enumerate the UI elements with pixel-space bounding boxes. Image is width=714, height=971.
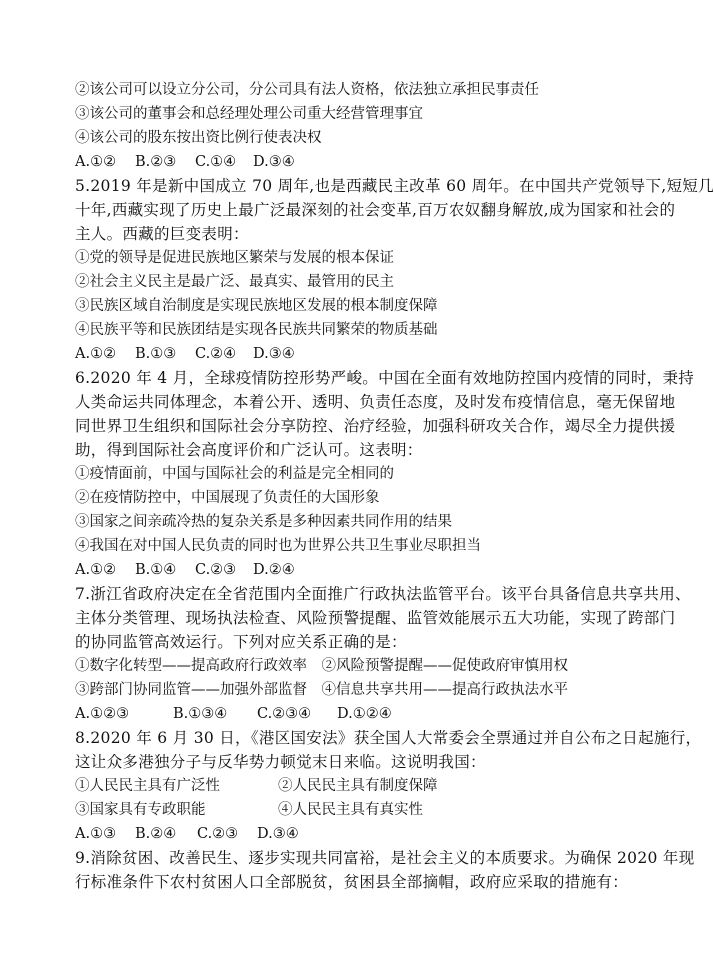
q4-option-2: ②该公司可以设立分公司，分公司具有法人资格，依法独立承担民事责任 [75, 82, 539, 98]
q4-option-4: ④该公司的股东按出资比例行使表决权 [75, 130, 322, 146]
q8-choice-b: B.②④ [135, 826, 177, 842]
q6-option-1: ①疫情面前，中国与国际社会的利益是完全相同的 [75, 466, 394, 482]
q6-option-2: ②在疫情防控中，中国展现了负责任的大国形象 [75, 490, 380, 506]
q5-stem-line-1: 5.2019 年是新中国成立 70 周年,也是西藏民主改革 60 周年。在中国共产党领导下,短短几 [75, 177, 714, 195]
q6-answer-choices [75, 561, 615, 579]
q5-option-1: ①党的领导是促进民族地区繁荣与发展的根本保证 [75, 250, 394, 266]
q4-choice-d: D.③④ [253, 154, 295, 170]
q6-choice-c: C.②③ [195, 562, 237, 578]
q5-choice-b: B.①③ [135, 346, 177, 362]
q8-choice-d: D.③④ [257, 826, 299, 842]
q7-answer-choices [75, 705, 615, 723]
q9-stem-line-1: 9.消除贫困、改善民生、逐步实现共同富裕，是社会主义的本质要求。为确保 2020 年现 [75, 849, 695, 867]
q4-choice-c: C.①④ [195, 154, 237, 170]
q8-choice-a: A.①③ [75, 826, 117, 842]
q4-option-3: ③该公司的董事会和总经理处理公司重大经营管理事宜 [75, 106, 423, 122]
q5-stem-line-3: 主人。西藏的巨变表明： [75, 225, 249, 243]
q6-choice-d: D.②④ [253, 562, 295, 578]
q8-answer-choices [75, 825, 615, 843]
q7-choice-c: C.②③④ [257, 706, 312, 722]
q6-stem-line-2: 人类命运共同体理念，本着公开、透明、负责任态度，及时发布疫情信息，毫无保留地 [75, 393, 676, 411]
q7-option-row-1: ①数字化转型——提高政府行政效率 ②风险预警提醒——促使政府审慎用权 [75, 658, 568, 674]
q6-stem-line-4: 助，得到国际社会高度评价和广泛认可。这表明： [75, 441, 423, 459]
q6-stem-line-1: 6.2020 年 4 月，全球疫情防控形势严峻。中国在全面有效地防控国内疫情的同时，秉持 [75, 369, 695, 387]
q4-choice-a: A.①② [75, 154, 117, 170]
q5-option-3: ③民族区域自治制度是实现民族地区发展的根本制度保障 [75, 298, 438, 314]
q6-choice-b: B.①④ [135, 562, 177, 578]
q4-choice-b: B.②③ [135, 154, 177, 170]
q5-choice-a: A.①② [75, 346, 117, 362]
q8-stem-line-2: 这让众多港独分子与反华势力顿觉末日来临。这说明我国： [75, 753, 486, 771]
q8-choice-c: C.②③ [197, 826, 239, 842]
q9-stem-line-2: 行标准条件下农村贫困人口全部脱贫，贫困县全部摘帽，政府应采取的措施有： [75, 873, 629, 891]
q7-stem-line-1: 7.浙江省政府决定在全省范围内全面推广行政执法监管平台。该平台具备信息共享共用、 [75, 585, 691, 603]
q7-choice-b: B.①③④ [173, 706, 228, 722]
q7-choice-d: D.①②④ [337, 706, 392, 722]
q7-choice-a: A.①②③ [75, 706, 130, 722]
q6-stem-line-3: 同世界卫生组织和国际社会分享防控、治疗经验，加强科研攻关合作，竭尽全力提供援 [75, 417, 676, 435]
q5-stem-line-2: 十年,西藏实现了历史上最广泛最深刻的社会变革,百万农奴翻身解放,成为国家和社会的 [75, 201, 676, 219]
q8-option-row-1: ①人民民主具有广泛性 ②人民民主具有制度保障 [75, 778, 438, 794]
q8-stem-line-1: 8.2020 年 6 月 30 日，《港区国安法》获全国人大常委会全票通过并自公布之日起施行， [75, 729, 702, 747]
q4-answer-choices [75, 153, 615, 171]
q6-choice-a: A.①② [75, 562, 117, 578]
q7-option-row-2: ③跨部门协同监管——加强外部监督 ④信息共享共用——提高行政执法水平 [75, 682, 568, 698]
q7-stem-line-3: 的协同监管高效运行。下列对应关系正确的是： [75, 633, 407, 651]
q7-stem-line-2: 主体分类管理、现场执法检查、风险预警提醒、监管效能展示五大功能，实现了跨部门 [75, 609, 676, 627]
q6-option-4: ④我国在对中国人民负责的同时也为世界公共卫生事业尽职担当 [75, 538, 481, 554]
q5-option-4: ④民族平等和民族团结是实现各民族共同繁荣的物质基础 [75, 322, 438, 338]
q8-option-row-2: ③国家具有专政职能 ④人民民主具有真实性 [75, 802, 423, 818]
q5-choice-c: C.②④ [195, 346, 237, 362]
q5-choice-d: D.③④ [253, 346, 295, 362]
q5-option-2: ②社会主义民主是最广泛、最真实、最管用的民主 [75, 274, 394, 290]
q5-answer-choices [75, 345, 615, 363]
q6-option-3: ③国家之间亲疏冷热的复杂关系是多种因素共同作用的结果 [75, 514, 452, 530]
